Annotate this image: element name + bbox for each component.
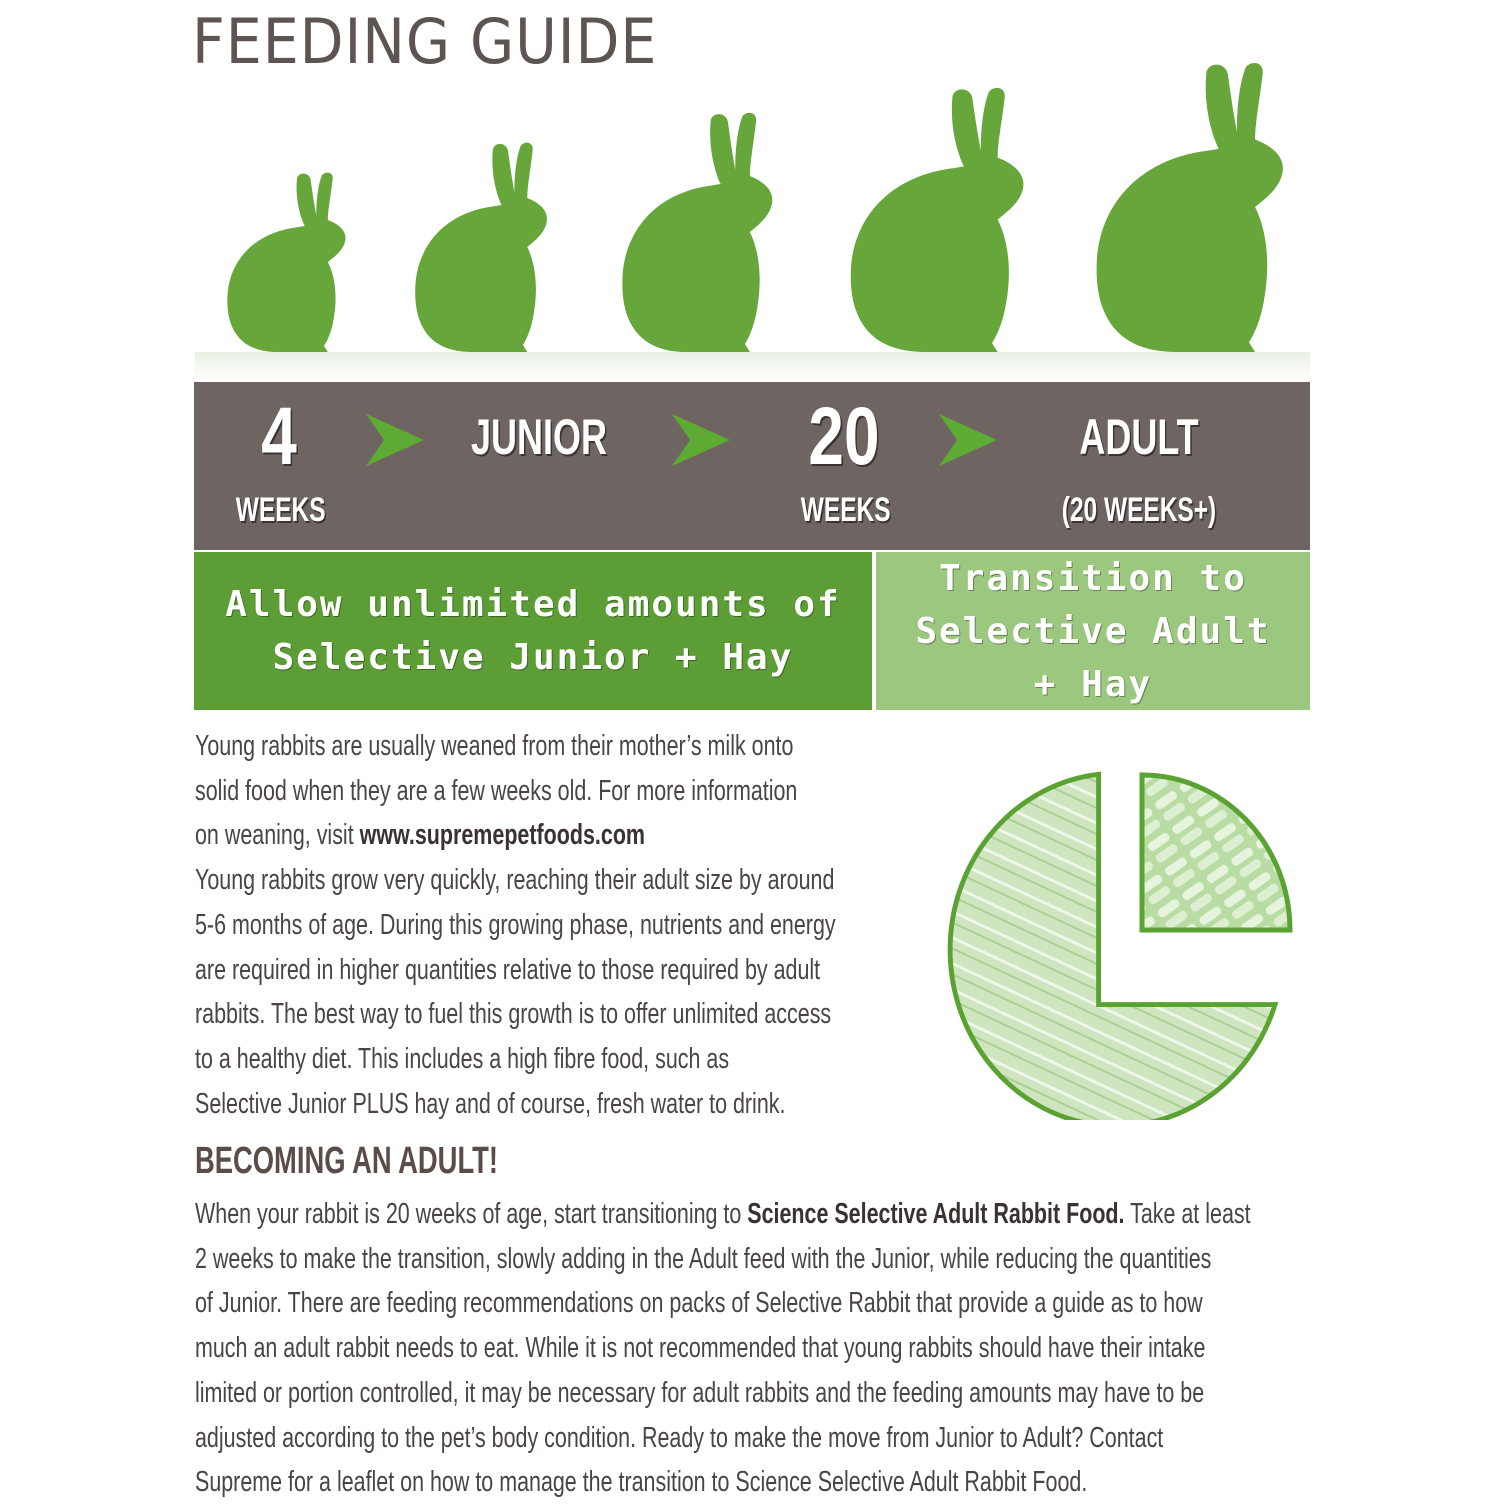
rabbit-silhouette-icon (613, 112, 778, 352)
rabbit-silhouette-icon (840, 87, 1030, 352)
intro-paragraph (195, 724, 836, 1126)
adult-instruction-line1: Transition to (939, 557, 1247, 599)
junior-instruction-line2: Selective Junior + Hay (272, 637, 794, 678)
stage-adult: ADULT (1079, 409, 1199, 465)
stage-20-weeks-number: 20 (808, 391, 880, 482)
rabbit-silhouette-icon (1085, 62, 1290, 352)
junior-instruction-line1: Allow unlimited amounts of (225, 584, 841, 625)
stage-20-weeks-label: WEEKS (800, 491, 891, 529)
hay-and-pellets-pie-icon (940, 765, 1295, 1120)
text-line: on weaning, visit (195, 819, 360, 852)
text-line: are required in higher quantities relative to those required by adult (195, 953, 821, 986)
text-line: Young rabbits grow very quickly, reaching their adult size by around (195, 864, 835, 897)
rabbit-silhouette-icon (407, 142, 552, 352)
text-line: of Junior. There are feeding recommendations on packs of Selective Rabbit that provide a guide as to how (195, 1287, 1203, 1320)
text-line: Young rabbits are usually weaned from their mother’s milk onto (195, 730, 794, 762)
text-line: Supreme for a leaflet on how to manage the transition to Science Selective Adult Rabbit Food. (195, 1466, 1088, 1499)
text-line: rabbits. The best way to fuel this growth is to offer unlimited access (195, 998, 832, 1031)
text-line: solid food when they are a few weeks old. For more information (195, 774, 798, 807)
text-line: to a healthy diet. This includes a high fibre food, such as (195, 1042, 730, 1075)
rabbit-growth-illustration (195, 70, 1310, 382)
text-line: Take at least (1124, 1198, 1251, 1230)
adult-feeding-instruction (876, 552, 1310, 710)
text-line: 2 weeks to make the transition, slowly adding in the Adult feed with the Junior, while reducing the quantities (195, 1242, 1212, 1275)
junior-feeding-instruction (194, 552, 872, 710)
adult-paragraph (195, 1192, 1251, 1505)
text-line: 5-6 months of age. During this growing phase, nutrients and energy (195, 908, 836, 941)
page-title: FEEDING GUIDE (192, 5, 658, 78)
text-line: much an adult rabbit needs to eat. While it is not recommended that young rabbits should have their intake (195, 1332, 1206, 1365)
stage-4-weeks-label: WEEKS (235, 491, 326, 529)
text-line: When your rabbit is 20 weeks of age, start transitioning to (195, 1198, 748, 1230)
stage-bar (194, 382, 1310, 550)
stage-junior: JUNIOR (470, 409, 608, 465)
rabbit-silhouette-icon (220, 172, 350, 352)
product-name: Science Selective Adult Rabbit Food. (747, 1198, 1125, 1230)
stage-adult-label: (20 WEEKS+) (1061, 491, 1217, 529)
website-link[interactable]: www.supremepetfoods.com (359, 819, 646, 852)
adult-instruction-line2: Selective Adult (915, 610, 1271, 652)
stage-4-weeks-number: 4 (261, 391, 297, 482)
text-line: adjusted according to the pet’s body condition. Ready to make the move from Junior to Adult? Contact (195, 1421, 1164, 1454)
adult-instruction-line3: + Hay (1033, 663, 1153, 705)
rabbit-reflection (195, 352, 1310, 382)
section-heading: BECOMING AN ADULT! (195, 1140, 498, 1182)
text-line: limited or portion controlled, it may be necessary for adult rabbits and the feeding amounts may have to be (195, 1376, 1205, 1409)
text-line: Selective Junior PLUS hay and of course, fresh water to drink. (195, 1087, 786, 1120)
